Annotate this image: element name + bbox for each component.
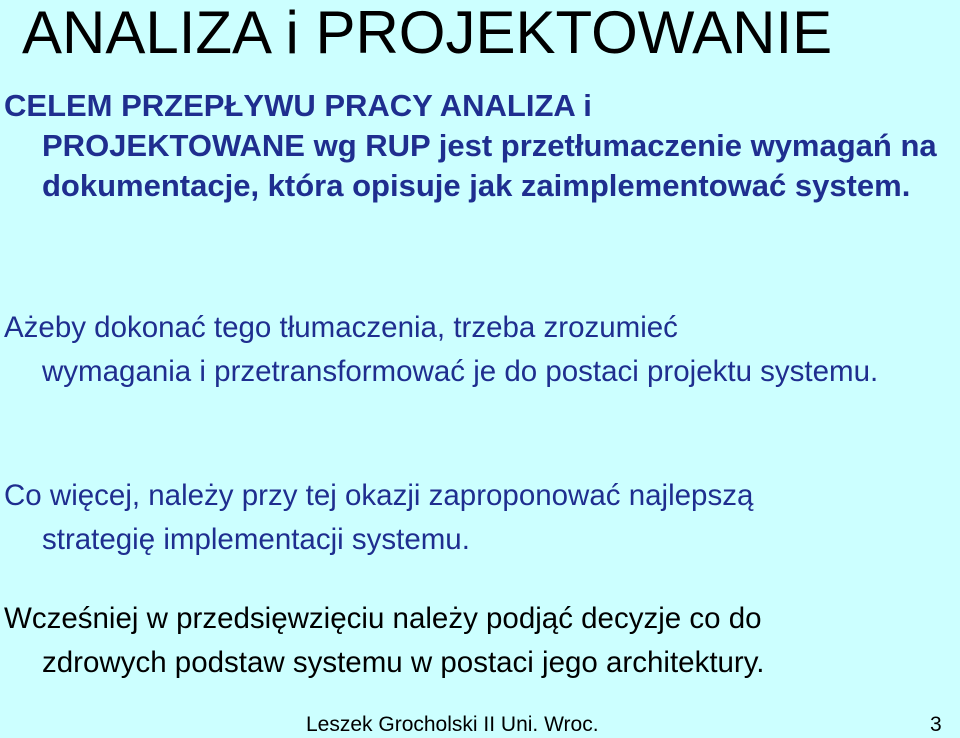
slide-title: ANALIZA i PROJEKTOWANIE	[22, 0, 833, 66]
lead-line-first: CELEM PRZEPŁYWU PRACY ANALIZA i	[4, 88, 592, 123]
paragraph-architecture-first: Wcześniej w przedsięwzięciu należy podjąć decyzje co do	[4, 602, 762, 635]
paragraph-architecture-rest: zdrowych podstaw systemu w postaci jego architektury.	[42, 646, 765, 679]
footer-author: Leszek Grocholski II Uni. Wroc.	[306, 713, 599, 736]
paragraph-strategy-first: Co więcej, należy przy tej okazji zaproponować najlepszą	[4, 479, 754, 512]
paragraph-translation-rest: wymagania i przetransformować je do postaci projektu systemu.	[42, 355, 879, 388]
lead-paragraph	[4, 86, 944, 206]
page-number: 3	[930, 713, 942, 736]
paragraph-strategy-rest: strategię implementacji systemu.	[42, 523, 470, 556]
paragraph-architecture	[4, 597, 954, 685]
paragraph-translation	[4, 306, 954, 394]
paragraph-translation-first: Ażeby dokonać tego tłumaczenia, trzeba zrozumieć	[4, 311, 678, 344]
lead-line-rest: PROJEKTOWANE wg RUP jest przetłumaczenie wymagań na dokumentacje, która opisuje jak zaimplementować system.	[42, 128, 937, 203]
paragraph-strategy	[4, 474, 954, 562]
